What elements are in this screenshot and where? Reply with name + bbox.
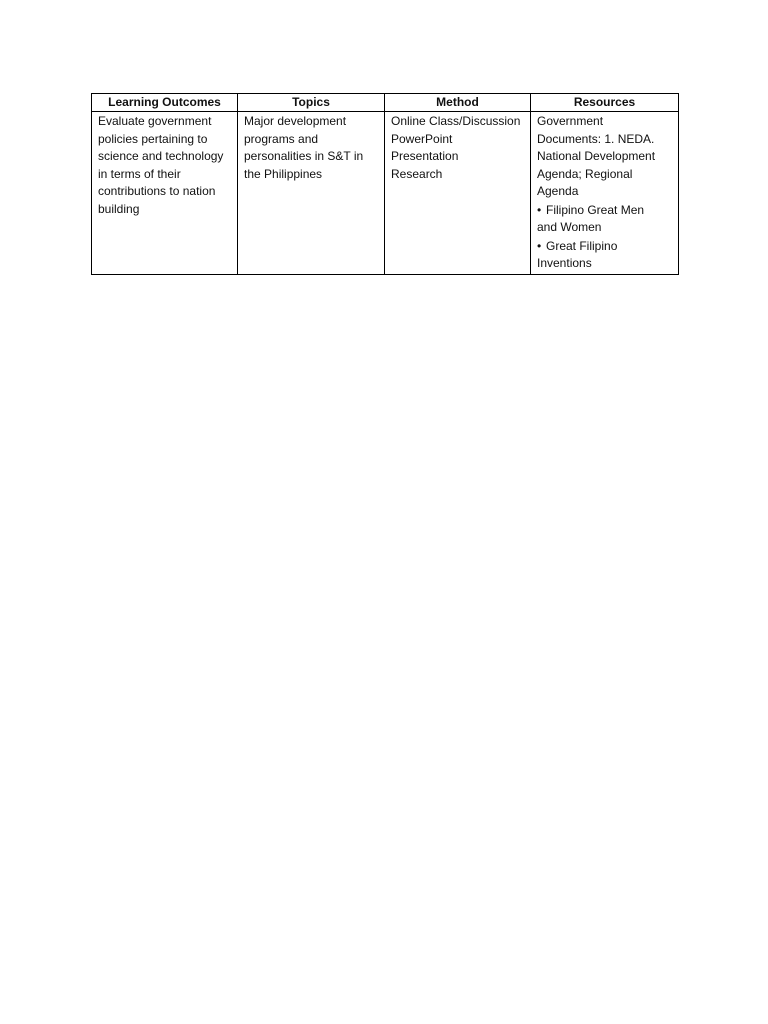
- cell-line: Agenda; Regional: [537, 166, 633, 181]
- cell-topics: [238, 112, 385, 275]
- header-learning-outcomes: Learning Outcomes: [92, 94, 238, 112]
- cell-learning-outcomes: [92, 112, 238, 275]
- cell-line: Evaluate government: [98, 114, 212, 128]
- table-header-row: [92, 94, 679, 112]
- cell-line: contributions to nation: [98, 184, 216, 198]
- cell-line: Presentation: [391, 149, 459, 163]
- cell-line: personalities in S&T in: [244, 149, 364, 163]
- cell-line: PowerPoint: [391, 131, 453, 146]
- cell-line: Documents: 1. NEDA.: [537, 131, 655, 146]
- bullet-icon: •: [537, 202, 542, 217]
- cell-line: Major development: [244, 114, 347, 128]
- cell-line: and Women: [537, 220, 602, 234]
- cell-method: [385, 112, 531, 275]
- cell-line: Agenda: [537, 184, 579, 198]
- cell-line: in terms of their: [98, 166, 181, 181]
- header-topics: Topics: [238, 94, 385, 112]
- cell-resources: [531, 112, 679, 275]
- header-method: Method: [385, 94, 531, 112]
- header-resources: Resources: [531, 94, 679, 112]
- bullet-line: [537, 238, 673, 256]
- cell-line: science and technology: [98, 149, 224, 163]
- bullet-item: [537, 202, 673, 237]
- bullet-line: [537, 202, 673, 220]
- cell-line: Online Class/Discussion: [391, 114, 521, 128]
- cell-line: building: [98, 201, 140, 216]
- table-row: [92, 112, 679, 275]
- bullet-text: Great Filipino: [546, 238, 618, 253]
- cell-line: National Development: [537, 149, 656, 163]
- cell-line: Government: [537, 114, 604, 128]
- cell-line: policies pertaining to: [98, 131, 208, 146]
- cell-line: the Philippines: [244, 166, 323, 181]
- cell-line: Inventions: [537, 256, 592, 270]
- bullet-icon: •: [537, 238, 542, 253]
- cell-line: Research: [391, 166, 443, 181]
- bullet-item: [537, 238, 673, 273]
- bullet-text: Filipino Great Men: [546, 202, 645, 217]
- cell-line: programs and: [244, 131, 319, 146]
- learning-outcomes-table: [91, 93, 679, 275]
